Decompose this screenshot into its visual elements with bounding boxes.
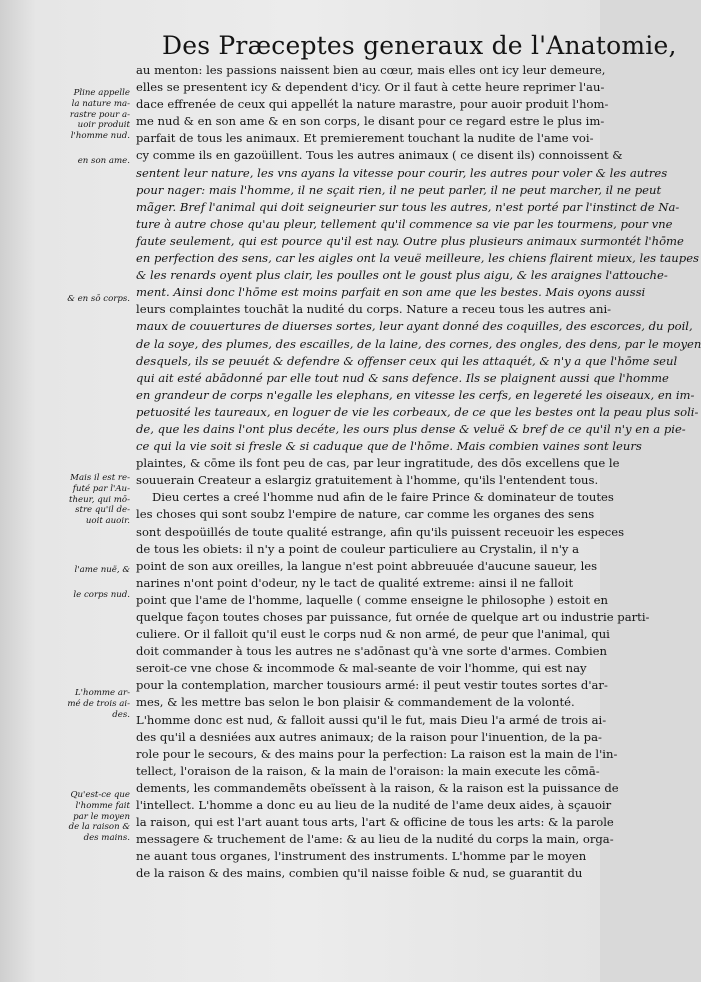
text-line: messagere & truchement de l'ame: & au lieu de la nudité du corps la main, orga- — [136, 832, 614, 847]
text-line: petuosité les taureaux, en loguer de vie les corbeaux, de ce que les bestes ont la peau plus soli- — [136, 404, 699, 419]
margin-note-line: l'homme fait — [75, 800, 130, 811]
text-line: elles se presentent icy & dependent d'icy. Or il faut à cette heure reprimer l'au- — [136, 80, 605, 95]
text-line: au menton: les passions naissent bien au cœur, mais elles ont icy leur demeure, — [136, 63, 606, 77]
margin-note — [56, 156, 130, 167]
text-line: dements, les commandemēts obeïssent à la raison, & la raison est la puissance de — [136, 780, 619, 795]
margin-note-line: L'homme ar- — [74, 688, 130, 698]
margin-note-line: Qu'est-ce que — [70, 790, 130, 800]
text-line: desquels, ils se peuuét & defendre & offenser ceux qui les attaquét, & n'y a que l'hōme seul — [136, 353, 678, 368]
margin-note-line: theur, qui mō- — [69, 494, 130, 505]
text-line: plaintes, & cōme ils font peu de cas, par leur ingratitude, des dōs excellens que le — [136, 456, 620, 471]
text-line: narines n'ont point d'odeur, ny le tact de qualité extreme: ainsi il ne falloit — [136, 575, 574, 590]
text-line: cy comme ils en gazoüillent. Tous les autres animaux ( ce disent ils) connoissent & — [136, 148, 623, 163]
body-text — [136, 62, 701, 883]
margin-note-line: des. — [112, 709, 130, 720]
margin-note-line: uoit auoir. — [85, 516, 130, 527]
running-header: Des Præceptes generaux de l'Anatomie, — [162, 31, 677, 60]
margin-note — [56, 88, 130, 142]
text-line: tellect, l'oraison de la raison, & la main de l'oraison: la main execute les cōmā- — [136, 763, 600, 778]
text-line: maux de couuertures de diuerses sortes, leur ayant donné des coquilles, des escorces, du poil, — [136, 319, 693, 334]
text-line: pour la contemplation, marcher tousiours armé: il peut vestir toutes sortes d'ar- — [136, 678, 608, 693]
margin-note-line: Mais il est re- — [70, 473, 130, 483]
margin-note-line: futé par l'Au- — [72, 483, 130, 494]
text-line: leurs complaintes touchāt la nudité du corps. Nature a receu tous les autres ani- — [136, 302, 612, 317]
text-line: & les renards oyent plus clair, les poulles ont le goust plus aigu, & les araignes l'attouche- — [136, 268, 668, 283]
text-line: qui ait esté abādonné par elle tout nud & sans defence. Ils se plaignent aussi que l'homme — [136, 370, 669, 385]
margin-note — [56, 473, 130, 527]
margin-note-line: rastre pour a- — [69, 109, 130, 120]
text-line: mãger. Bref l'animal qui doit seigneurier sur tous les autres, n'est porté par l'instinct de Na- — [136, 199, 680, 214]
text-line: ce qui la vie soit si fresle & si caduque que de l'hōme. Mais combien vaines sont leurs — [136, 439, 642, 454]
text-line: de, que les dains l'ont plus decéte, les ours plus dense & veluë & bref de ce qu'il n'y en a pie- — [136, 421, 686, 436]
text-line: souuerain Createur a eslargiz gratuitement à l'homme, qu'ils l'entendent tous. — [136, 473, 599, 488]
text-line: seroit-ce vne chose & incommode & mal-seante de voir l'homme, qui est nay — [136, 661, 587, 676]
text-line: quelque façon toutes choses par puissance, fut ornée de quelque art ou industrie parti- — [136, 610, 650, 624]
text-line: sont despoüillés de toute qualité estrange, afin qu'ils puissent receuoir les especes — [136, 524, 625, 539]
text-line: point que l'ame de l'homme, laquelle ( comme enseigne le philosophe ) estoit en — [136, 592, 609, 607]
text-line: culiere. Or il falloit qu'il eust le corps nud & non armé, de peur que l'animal, qui — [136, 627, 610, 642]
text-line: de tous les obiets: il n'y a point de couleur particuliere au Crystalin, il n'y a — [136, 541, 580, 556]
margin-note-line: l'homme nud. — [70, 131, 130, 142]
margin-note-line: stre qu'il de- — [75, 505, 130, 516]
text-line: doit commander à tous les autres ne s'adōnast qu'à vne sorte d'armes. Combien — [136, 644, 608, 659]
margin-note-line: Pline appelle — [73, 88, 130, 98]
margin-note-line: par le moyen — [73, 811, 130, 822]
margin-note — [56, 790, 130, 844]
text-line: L'homme donc est nud, & falloit aussi qu'il le fut, mais Dieu l'a armé de trois ai- — [136, 712, 607, 727]
margin-note-line: de la raison & — [68, 822, 130, 833]
margin-note — [56, 565, 130, 576]
text-line: ne auant tous organes, l'instrument des instruments. L'homme par le moyen — [136, 849, 587, 864]
margin-note-line: uoir produit — [77, 120, 130, 131]
margin-note — [56, 688, 130, 720]
text-line: parfait de tous les animaux. Et premierement touchant la nudite de l'ame voi- — [136, 131, 594, 146]
text-line: faute seulement, qui est pource qu'il est nay. Outre plus plusieurs animaux surmontét l'hōme — [136, 233, 684, 248]
text-line: de la raison & des mains, combien qu'il naisse foible & nud, se guarantit du — [136, 866, 583, 881]
margin-note-line: en son ame. — [77, 156, 130, 166]
text-line: me nud & en son ame & en son corps, le disant pour ce regard estre le plus im- — [136, 114, 605, 129]
text-line: l'intellect. L'homme a donc eu au lieu de la nudité de l'ame deux aides, à sçauoir — [136, 798, 612, 813]
text-line: en perfection des sens, car les aigles ont la veuë meilleure, les chiens flairent mieux, les taupes — [136, 251, 699, 266]
margin-note-line: & en sō corps. — [67, 294, 130, 304]
margin-note-line: mé de trois ai- — [67, 698, 130, 709]
text-line: mes, & les mettre bas selon le bon plaisir & commandement de la volonté. — [136, 695, 575, 710]
margin-note-line: des mains. — [83, 833, 130, 844]
text-line: en grandeur de corps n'egalle les elephans, en vitesse les cerfs, en legereté les oiseaux, en im- — [136, 387, 695, 402]
text-line: de la soye, des plumes, des escailles, de la laine, des cornes, des ongles, des dens, par le moyen — [136, 336, 701, 351]
text-line: ment. Ainsi donc l'hōme est moins parfait en son ame que les bestes. Mais oyons aussi — [136, 285, 646, 300]
text-line: ture à autre chose qu'au pleur, tellement qu'il commence sa vie par les tourmens, pour vne — [136, 216, 673, 231]
margin-note — [56, 294, 130, 305]
text-line: sentent leur nature, les vns ayans la vitesse pour courir, les autres pour voler & les autres — [136, 165, 668, 180]
text-line: pour nager: mais l'homme, il ne sçait rien, il ne peut parler, il ne peut marcher, il ne peut — [136, 182, 662, 197]
text-line: la raison, qui est l'art auant tous arts, l'art & officine de tous les arts: & la parole — [136, 815, 614, 830]
margin-note — [56, 590, 130, 601]
margin-note-line: le corps nud. — [73, 590, 130, 600]
margin-note-line: la nature ma- — [71, 98, 130, 109]
text-line: dace effrenée de ceux qui appellét la nature marastre, pour auoir produit l'hom- — [136, 97, 609, 112]
text-line: role pour le secours, & des mains pour la perfection: La raison est la main de l'in- — [136, 746, 618, 761]
text-line: des qu'il a desniées aux autres animaux; de la raison pour l'inuention, de la pa- — [136, 729, 602, 744]
text-line: les choses qui sont soubz l'empire de nature, car comme les organes des sens — [136, 507, 595, 522]
margin-note-line: l'ame nuë, & — [74, 565, 130, 575]
text-line: Dieu certes a creé l'homme nud afin de le faire Prince & dominateur de toutes — [152, 490, 614, 505]
text-line: point de son aux oreilles, la langue n'est point abbreuuée d'aucune saueur, les — [136, 558, 598, 573]
